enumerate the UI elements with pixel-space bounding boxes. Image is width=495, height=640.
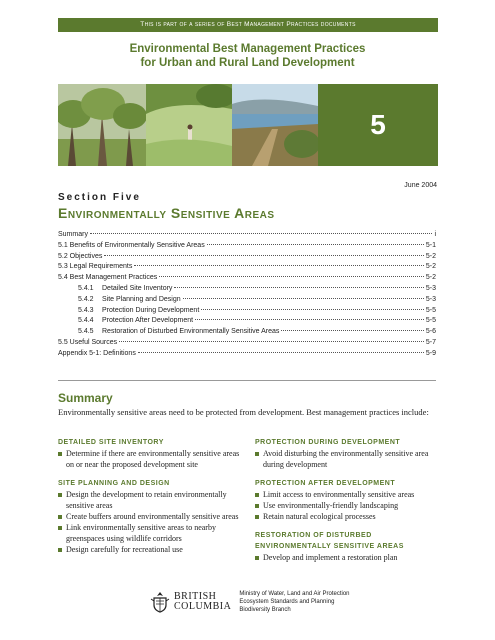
toc-text: Appendix 5-1: Definitions [58, 349, 136, 357]
practice-group-title: PROTECTION AFTER DEVELOPMENT [255, 480, 396, 487]
practice-item [58, 448, 248, 470]
toc-leader [195, 319, 424, 320]
document-title-line2: for Urban and Rural Land Development [140, 57, 355, 69]
toc-row[interactable] [58, 230, 436, 241]
toc-page: 5-7 [425, 338, 436, 346]
practice-item-text: Avoid disturbing the environmentally sensitive area during development [263, 449, 429, 469]
photo-meadow-hiker [146, 84, 232, 166]
practice-group-title: DETAILED SITE INVENTORY [58, 439, 164, 446]
toc-text: Site Planning and Design [102, 295, 181, 303]
practice-item [255, 500, 445, 511]
practice-item-text: Design the development to retain environmentally sensitive areas [66, 490, 227, 510]
bullet-square-icon [58, 493, 62, 497]
toc-page: 5-2 [425, 263, 436, 271]
toc-number: 5.4.2 [78, 295, 94, 303]
document-title-line1: Environmental Best Management Practices [129, 43, 366, 55]
summary-column-left [58, 437, 248, 563]
toc-page: 5-3 [425, 295, 436, 303]
toc-leader [134, 265, 424, 266]
toc-leader [201, 309, 424, 310]
chapter-number: 5 [370, 109, 386, 140]
practice-item-text: Link environmentally sensitive areas to nearby greenspaces using wildlife corridors [66, 523, 216, 543]
bullet-square-icon [255, 504, 259, 508]
bc-logo [174, 592, 231, 612]
ministry-line: Ecosystem Standards and Planning [239, 599, 335, 605]
toc-row[interactable] [58, 338, 436, 349]
practice-item [255, 448, 445, 470]
toc-text: Restoration of Disturbed Environmentally Sensitive Areas [102, 328, 280, 336]
toc-text: 5.3 Legal Requirements [58, 263, 133, 271]
toc-leader [119, 341, 424, 342]
toc-row[interactable] [58, 273, 436, 284]
photo-coastal-trail [232, 84, 318, 166]
toc-row[interactable] [58, 262, 436, 273]
toc-text: Protection After Development [102, 317, 194, 325]
practice-group [255, 530, 445, 563]
bullet-square-icon [255, 493, 259, 497]
bullet-square-icon [255, 452, 259, 456]
practice-group [58, 478, 248, 555]
practice-item [255, 511, 445, 522]
document-title [0, 42, 495, 70]
summary-intro: Environmentally sensitive areas need to be protected from development. Best management practices include: [58, 407, 429, 417]
toc-text: 5.5 Useful Sources [58, 338, 118, 346]
bullet-square-icon [58, 515, 62, 519]
summary-heading: Summary [58, 391, 113, 405]
ministry-line: Biodiversity Branch [239, 607, 291, 613]
toc-text: Protection During Development [102, 306, 200, 314]
practice-group-title: PROTECTION DURING DEVELOPMENT [255, 439, 401, 446]
toc-page: 5-6 [425, 328, 436, 336]
series-note-band [58, 18, 438, 32]
toc-page: 5-2 [425, 274, 436, 282]
practice-group [255, 437, 445, 470]
photo-oak-trees [58, 84, 146, 166]
summary-column-right [255, 437, 445, 571]
toc-number: 5.4.5 [78, 328, 94, 336]
toc-leader [174, 287, 423, 288]
toc-number: 5.4.1 [78, 284, 94, 292]
toc-number: 5.4.4 [78, 317, 94, 325]
bc-logo-line2: COLUMBIA [174, 601, 232, 612]
practice-item [255, 552, 445, 563]
toc-leader [104, 255, 424, 256]
toc-row[interactable] [58, 306, 436, 317]
practice-item-text: Create buffers around environmentally sensitive areas [66, 512, 239, 521]
toc-leader [90, 233, 432, 234]
footer [150, 590, 350, 614]
toc-page: 5-3 [425, 284, 436, 292]
toc-row[interactable] [58, 284, 436, 295]
bullet-square-icon [255, 515, 259, 519]
toc-leader [138, 352, 424, 353]
publication-date: June 2004 [404, 182, 437, 189]
toc-leader [281, 330, 423, 331]
toc-leader [207, 244, 424, 245]
divider [58, 380, 436, 381]
toc-page: i [434, 231, 436, 238]
toc-page: 5-2 [425, 252, 436, 260]
toc-text: Detailed Site Inventory [102, 284, 173, 292]
section-title: Environmentally Sensitive Areas [58, 205, 275, 221]
series-note: This is part of a series of Best Management Practices documents [140, 21, 356, 28]
practice-item-text: Develop and implement a restoration plan [263, 553, 398, 562]
toc-page: 5-1 [425, 241, 436, 249]
bullet-square-icon [58, 526, 62, 530]
practice-item-text: Retain natural ecological processes [263, 512, 376, 521]
toc-leader [159, 276, 424, 277]
practice-item [58, 489, 248, 511]
toc-page: 5-9 [425, 349, 436, 357]
toc-page: 5-5 [425, 306, 436, 314]
practice-item-text: Determine if there are environmentally sensitive areas on or near the proposed development site [66, 449, 240, 469]
photo-banner [58, 84, 438, 166]
toc-row[interactable] [58, 316, 436, 327]
toc-text: 5.2 Objectives [58, 252, 103, 260]
ministry-line: Ministry of Water, Land and Air Protection [239, 591, 350, 597]
practice-group [58, 437, 248, 470]
practice-item [58, 544, 248, 555]
bullet-square-icon [255, 556, 259, 560]
toc-page: 5-5 [425, 317, 436, 325]
practice-item [255, 489, 445, 500]
toc-row[interactable] [58, 252, 436, 263]
toc-text: 5.4 Best Management Practices [58, 274, 158, 282]
toc-number: 5.4.3 [78, 306, 94, 314]
practice-group-title: RESTORATION OF DISTURBED ENVIRONMENTALLY SENSITIVE AREAS [255, 532, 404, 550]
practice-item [58, 511, 248, 522]
toc-row[interactable] [58, 241, 436, 252]
bc-crest-icon [150, 591, 170, 613]
toc-text: 5.1 Benefits of Environmentally Sensitive Areas [58, 241, 205, 249]
bc-logo-line1: BRITISH [174, 591, 217, 602]
practice-item [58, 522, 248, 544]
practice-item-text: Limit access to environmentally sensitive areas [263, 490, 415, 499]
toc-row[interactable] [58, 327, 436, 338]
table-of-contents [58, 230, 436, 360]
section-label: Section Five [58, 192, 141, 203]
chapter-number-box [318, 84, 438, 166]
ministry-info [239, 590, 349, 614]
practice-group-title: SITE PLANNING AND DESIGN [58, 480, 170, 487]
toc-row[interactable] [58, 295, 436, 306]
practice-item-text: Use environmentally-friendly landscaping [263, 501, 399, 510]
toc-row[interactable] [58, 349, 436, 360]
toc-text: Summary [58, 231, 88, 238]
bullet-square-icon [58, 452, 62, 456]
toc-leader [183, 298, 424, 299]
bullet-square-icon [58, 548, 62, 552]
practice-item-text: Design carefully for recreational use [66, 545, 183, 554]
practice-group [255, 478, 445, 522]
